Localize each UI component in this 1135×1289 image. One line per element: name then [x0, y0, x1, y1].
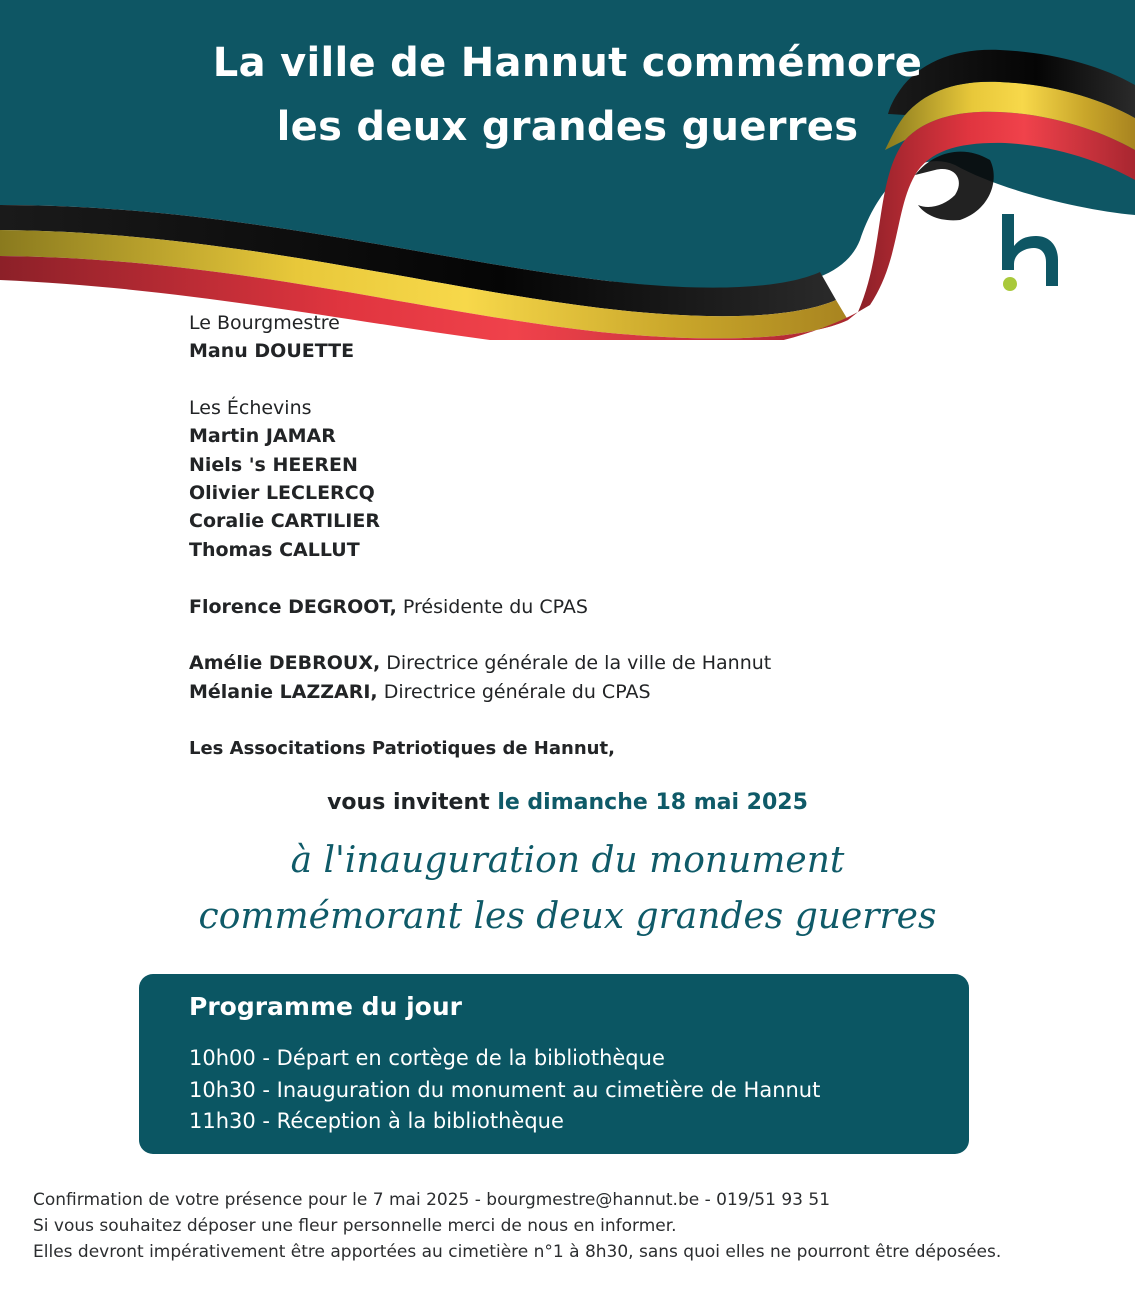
- bourgmestre-name: Manu DOUETTE: [189, 340, 355, 362]
- echevin-name: Thomas CALLUT: [189, 539, 360, 561]
- program-title: Programme du jour: [189, 992, 462, 1021]
- event-title-line-2: commémorant les deux grandes guerres: [198, 896, 937, 937]
- director-1-role: Directrice générale de la ville de Hannut: [380, 652, 772, 674]
- program-item: 11h30 - Réception à la bibliothèque: [189, 1109, 564, 1133]
- echevin-name: Coralie CARTILIER: [189, 510, 380, 532]
- invitation-line: [0, 790, 1135, 815]
- event-title-line-1: à l'inauguration du monument: [290, 840, 845, 881]
- cpas-president: [189, 596, 588, 618]
- program-box: [139, 974, 969, 1154]
- footer-flower-note: Si vous souhaitez déposer une fleur personnelle merci de nous en informer.: [33, 1216, 677, 1236]
- echevin-name: Martin JAMAR: [189, 425, 336, 447]
- director-general-cpas: [189, 681, 651, 703]
- footer-delivery-note: Elles devront impérativement être apportées au cimetière n°1 à 8h30, sans quoi elles ne pourront être déposées.: [33, 1242, 1002, 1262]
- cpas-president-role: Présidente du CPAS: [396, 596, 588, 618]
- associations: Les Associtations Patriotiques de Hannut,: [189, 738, 615, 759]
- director-2-role: Directrice générale du CPAS: [377, 681, 651, 703]
- invitation-date: le dimanche 18 mai 2025: [497, 790, 808, 815]
- director-general-city: [189, 652, 771, 674]
- program-item: 10h00 - Départ en cortège de la bibliothèque: [189, 1046, 665, 1070]
- program-item: 10h30 - Inauguration du monument au cimetière de Hannut: [189, 1078, 821, 1102]
- cpas-president-name: Florence DEGROOT,: [189, 596, 397, 618]
- echevins-role: Les Échevins: [189, 397, 312, 419]
- director-2-name: Mélanie LAZZARI,: [189, 681, 378, 703]
- echevin-name: Niels 's HEEREN: [189, 454, 358, 476]
- page-title-line-2: les deux grandes guerres: [276, 104, 859, 150]
- bourgmestre-role: Le Bourgmestre: [189, 312, 340, 334]
- footer-confirmation: Confirmation de votre présence pour le 7 mai 2025 - bourgmestre@hannut.be - 019/51 93 51: [33, 1190, 831, 1210]
- echevin-name: Olivier LECLERCQ: [189, 482, 375, 504]
- director-1-name: Amélie DEBROUX,: [189, 652, 381, 674]
- hannut-h-logo-icon: [990, 208, 1070, 298]
- invitation-lead: vous invitent: [327, 790, 498, 815]
- page-title-line-1: La ville de Hannut commémore: [212, 40, 923, 86]
